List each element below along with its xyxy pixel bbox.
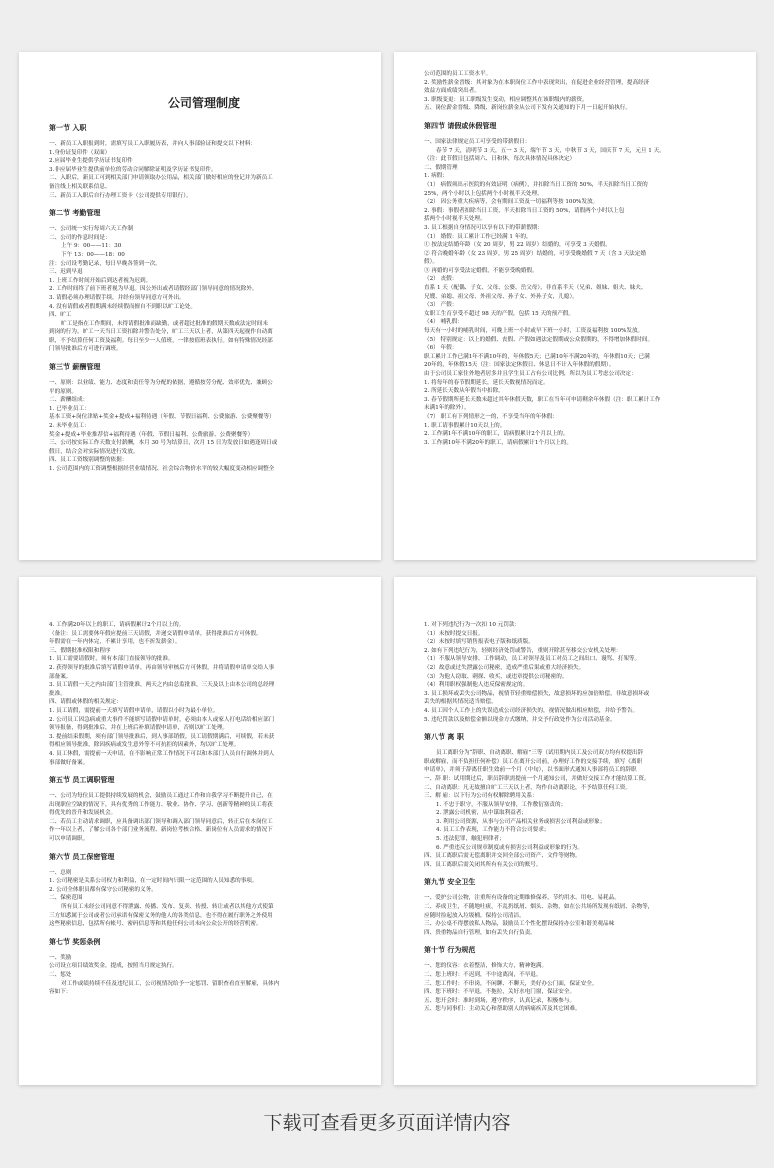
text-line: 5. 违纪罚款以及赔偿金额以现金方式缴纳，并交予行政处作为公司活动基金。	[424, 716, 616, 723]
text-line: ① 按法定结婚年龄（女 20 周岁，男 22 周岁）结婚的，可享受 3 天婚假。	[424, 242, 611, 249]
text-line: 三方知悉属于公司或者公司承诺有保密义务的他人的各类信息，也不得在履行职务之外使用	[49, 912, 273, 919]
text-line: （备注：员工需要休年假应提前三天请假，并递交请假申请单，获得批准后方可休假。	[49, 630, 262, 637]
section-heading: 第五节 员工调职管理	[49, 776, 115, 785]
text-line: 四、您下班时：不早退，不拖拉，关好水电门窗，保证安全。	[424, 989, 576, 996]
text-line: 女职工生育享受不超过 98 天的产假，包括 15 天的预产假。	[424, 310, 575, 317]
text-line: 批准。	[49, 690, 66, 697]
text-line: 25%，两个小时以上包括两个小时视半天处理。	[424, 190, 543, 197]
text-line: 假日，结合会对实际情况进行发放。	[49, 448, 139, 455]
text-line: （3） 产假：	[424, 302, 458, 309]
text-line: （6） 年假：	[424, 345, 458, 352]
text-line: 一、原则：以业绩、能力、态度和责任等为分配的依据，遵循按劳分配、效率优先、兼顾公	[49, 380, 273, 387]
text-line: 4. 员工休假，需提前一天申请，在不影响正常工作情况下可以和本部门人员自行调休并到人	[49, 750, 275, 757]
text-line: 三、您工作时：不串岗，不闲聊、不聊天，美好办公门面，保证安全。	[424, 980, 598, 987]
text-line: 1. 员工需要请假时，须有本部门直接领导的批准。	[49, 656, 174, 663]
text-line: 2. 获得领导的批准后填写请假申请单，再由领导审核后方可休假，并将请假申请单交给人事	[49, 664, 275, 671]
text-line: 3.非应届毕业生提供前单位的劳动合同解除证明及学历证书复印件。	[49, 166, 217, 173]
text-line: 2.应届毕业生提供学历证书复印件	[49, 158, 133, 165]
text-line: 可以申请调职。	[49, 836, 89, 843]
text-line: （4）利用职权强制他人违反保密规定的。	[424, 682, 529, 689]
text-line: 奖金+提成+毕业推荐信+福利待遇（年假、节假日福利、公费旅游、公费聚餐等）	[49, 431, 254, 438]
text-line: 三、迟到早退	[49, 269, 83, 276]
text-line: 二、薪酬组成：	[49, 397, 89, 404]
text-line: 4. 员工因个人工作上的失误造成公司经济损失的，视情况做出相应赔偿，并给予警告。	[424, 707, 639, 714]
text-line: 职工累计工作已满1年不满10年的，年休假5天；已满10年不满20年的，年休假10天；已满	[424, 353, 650, 360]
text-line: 1.身份证复印件（双面）	[49, 149, 111, 156]
text-line: 二、自动离职：凡无故擅自旷工三天以上者，均作自动离职论，不予结算任何工资。	[424, 784, 631, 791]
text-line: ③ 再婚的可享受法定婚假，不能享受晚婚假。	[424, 267, 538, 274]
text-line: 3. 职级变更：员工职级发生变动，相应调整其在该职级内的薪资。	[424, 96, 588, 103]
text-line: 1. 上班工作时间开始后到达者视为迟到。	[49, 277, 152, 284]
text-line: 一、公司统一实行每周六天工作制	[49, 226, 133, 233]
text-line: 四、贵重物品自行管理，如有丢失自行负责。	[424, 929, 536, 936]
document-page-2	[394, 52, 756, 560]
text-line: 注：公司设考勤记录，每日早晚各签到一次。	[49, 260, 161, 267]
text-line: （4） 哺乳假：	[424, 319, 463, 326]
text-line: 五、您开会时：准时到场，遵守秩序，认真记录，积极参与。	[424, 997, 576, 1004]
text-line: 2. 事假：事假者扣除当日工资，半天扣除当日工资的 50%，请假两个小时以上包	[424, 207, 625, 214]
section-heading: 第二节 考勤管理	[49, 209, 101, 218]
text-line: 作一年以上者，了解公司各个部门业务流程、新岗位考核合格、新岗位有人员需求的情况下	[49, 827, 273, 834]
section-heading: 第四节 请假或休假管理	[424, 121, 497, 130]
text-line: 四、员工离职后需无偿离职并交回全部公司资产、文件等财物。	[424, 853, 581, 860]
text-line: 5. 违法犯罪，触犯刑律者；	[436, 836, 505, 843]
text-line: 3. 利用公司资源，从事与公司产品相关业务或损害公司利益或形象；	[436, 818, 606, 825]
text-line: 3. 工作满10年不满20年的职工，请病假累计1个月以上的。	[424, 439, 572, 446]
text-line: 2. 工作时间终了前下班者视为早退。因公外出或者请假经部门领导同意的情况除外。	[49, 286, 258, 293]
text-line: 这些秘密信息，包括所有帐号、密码信息等和其他任何公司未向公众公开的经营机密。	[49, 921, 262, 928]
text-line: 6. 严重违反公司规章制度或有损害公司利益或形象的行为。	[436, 844, 583, 851]
text-line: 职或解雇，而不负担任何补偿）员工在离开公司前，办理好工作的交接手续，填写《离职	[424, 758, 643, 765]
download-prompt-text[interactable]: 下载可查看更多页面详情内容	[263, 1112, 511, 1134]
section-heading: 第八节 离 职	[424, 733, 464, 742]
text-line: 1. 职工请事假累计10天以上的。	[424, 422, 506, 429]
text-line: 上午 9：00——11：30	[61, 243, 122, 250]
text-line: 2. 所延长天数从年假当中扣除。	[424, 388, 504, 395]
text-line: 1. 将每年的春节假期延长，延长天数视情况而定。	[424, 379, 549, 386]
text-line: 得相应领导批准，除因疾病或发生意外等不可抗拒的因素外，均以旷工处理。	[49, 742, 240, 749]
text-line: 四、员工离职后需关闭其所有有关公司的账号。	[424, 861, 542, 868]
text-line: 四、请假或休假的相关规定：	[49, 699, 122, 706]
text-line: 3. 请假必须办理请假手续，并经有领导同意方可外出。	[49, 294, 185, 301]
text-line: 一、爱护公司公物，注重所有设备的定期维修保养，节约用水、用电、易耗品。	[424, 895, 620, 902]
text-line: 公司范围的员工工资水平。	[424, 71, 492, 77]
text-line: 事部做好备案。	[49, 759, 89, 766]
text-line: （2）故意或过失泄露公司秘密，造成严重后果或重大经济损失。	[424, 664, 585, 671]
text-line: 部备案。	[49, 673, 72, 680]
text-line: 员工离职分为“辞职、自动离职、解雇”三等（试用期内员工及公司双方均有权提出辞	[436, 750, 644, 757]
section-heading: 第一节 入职	[49, 124, 87, 132]
section-heading: 第三节 薪酬管理	[49, 363, 101, 372]
text-line: 容如下：	[49, 989, 72, 996]
text-line: 三、新员工入职后自行办理工资卡（公司提供专用银行）。	[49, 192, 192, 199]
text-line: 领导报备，得到批准后，并在上班后补填请假申请单，否则以旷工处理。	[49, 725, 229, 732]
text-line: 2. 公司全体职员都有保守公司秘密的义务。	[49, 886, 157, 893]
text-line: 2. 公司员工因急病或重大事件不能填写请假申请单时，必须由本人或家人打电话给相应部门	[49, 716, 275, 723]
text-line: 2. 奖励性薪金晋级：其对象为在本职岗位工作中表现突出，在促进企业经营管理，提高经济	[424, 79, 650, 86]
text-line: （2）未按时填写销售报表电子版和纸质版。	[424, 639, 534, 646]
text-line: 二、若员工主动请求调职，应具备调出部门领导和调入部门领导同意后，转正后在本岗位工	[49, 818, 273, 825]
text-line: 一、新员工入职报到时，需填写员工入职履历表，并向人事部验证和提交以下材料：	[49, 141, 256, 147]
document-page-4	[394, 577, 756, 1085]
text-line: 出现职位空缺的情况下，具有优秀的工作能力、敬业、协作、学习、创新等精神的员工将获	[49, 801, 273, 808]
text-line: 括两个小时视半天处理。	[424, 216, 486, 223]
text-line: 三、解 雇：以下行为公司有权解除聘用关系：	[424, 793, 538, 800]
text-line: 四、员工工资级别调整的依据：	[49, 457, 128, 464]
section-heading: 第十节 行为规范	[424, 946, 476, 955]
text-line: 假）。	[424, 259, 438, 266]
text-line: 由于公司员工家住外地者居多并且学生员工占有公司比例，所以为员工考虑公司决定：	[424, 371, 637, 377]
text-line: 四、旷工	[49, 312, 72, 319]
text-line: （注：此节假日包括周六、日和休，每次具体情况具体决定）	[424, 156, 576, 163]
text-line: （1） 病假须出示医院的有效证明（病例），并扣除当日工资的 50%，半天扣除当日工资的	[424, 181, 648, 188]
text-line: 3. 员工请假一天之内由部门主管批准，两天之内由总监批准，三天及以上由本公司的总经理	[49, 682, 275, 689]
section-heading: 第九节 安全卫生	[424, 878, 476, 887]
document-page-1	[19, 52, 381, 560]
text-line: 应随时捡起放入垃圾桶，保持公司清洁。	[424, 912, 525, 919]
text-line: （1）不服从领导安排、工作调动，员工对领导及员工对员工之间出口、谩骂、打架等。	[424, 656, 641, 663]
text-line: 1. 不忠于职守，不服从领导安排，工作敷衍塞责的；	[436, 801, 567, 808]
text-line: 基本工资+岗位津贴+奖金+提成+福利待遇（年假、节假日福利、公费旅游、公费聚餐等）	[49, 414, 275, 421]
text-line: 3. 员工损坏或丢失公司物品，视情节轻重赔偿损失，故意损坏的应加倍赔偿，非故意损坏或	[424, 690, 650, 697]
text-line: 2. 泄露公司机密，从中谋取利益者；	[436, 810, 528, 817]
text-line: 4. 工作满20年以上的职工，请病假累计2个月以上的。	[49, 622, 185, 628]
text-line: 丢失的根据其情况适当赔偿。	[424, 699, 497, 706]
text-line: 二、假期管理	[424, 164, 458, 171]
text-line: 备注线上相关联系信息。	[49, 183, 111, 190]
text-line: 一、国家法律规定员工可享受的带薪假日：	[424, 138, 531, 145]
text-line: 春节 7 天，清明节 3 天，五一 3 天，端午节 3 天，中秋节 3 天，国庆节 7 天，元旦 1 天。	[436, 147, 665, 154]
text-line: 1. 已毕业员工：	[49, 405, 90, 412]
text-line: 3. 提前结束假期，须有部门领导批准后，到人事部销假。员工请假期满后，可续假，若未获	[49, 733, 275, 740]
text-line: 五、您与同事们：主动关心和帮助别人的病痛疾苦及其它困难。	[424, 1006, 581, 1013]
text-line: 二、保密范围	[49, 895, 83, 902]
text-line: 一、辞 职：试用期过后，职员辞职需提前一个月通知公司，并做好交接工作才能结算工资。	[424, 775, 650, 782]
text-line: 二、公司的作息时间是：	[49, 234, 111, 241]
text-line: ② 符合晚婚年龄（女 23 周岁，男 25 周岁）结婚的，可享受晚婚假 7 天（含 3 天法定婚	[424, 250, 646, 257]
text-line: 平的原则。	[49, 388, 77, 395]
text-line: 1. 公司范围内的工资调整根据经营业绩情况、社会综合物价水平的较大幅度变动相应调整全	[49, 466, 275, 472]
text-line: 下午 13：00——18：00	[61, 251, 125, 258]
text-line: 20年的，年休假15天（注：国家法定休假日、休息日不计入年休假的假期）。	[424, 362, 615, 369]
text-line: 得优先的晋升和发展机会。	[49, 810, 117, 817]
text-line: 年假需在一年内休完，不累计享用，也不折发薪金）。	[49, 639, 181, 646]
document-page-3	[19, 577, 381, 1085]
text-line: 门领导批准后方可进行调班。	[49, 346, 122, 353]
text-line: 三、办公桌不得摆放私人物品，鼓励员工个性化摆设保持办公室和谐美观品味	[424, 921, 615, 928]
text-line: （1）未按时提交日报。	[424, 630, 484, 637]
text-line: 一、奖励	[49, 954, 72, 961]
text-line: 未满1年的除外）。	[424, 405, 470, 412]
text-line: 3. 春节假期所延长天数未超过其年休假天数，职工在当年可申请剩余年休假（注：职工累计工作	[424, 396, 661, 403]
text-line: 到岗的行为。旷工一天当日工资扣除并警告处分，旷工三天以上者，从第四天起视作自动离	[49, 329, 273, 336]
text-line: 对工作或绩持续不佳及违纪员工，公司视情况给予一定惩罚、留职查看直至解雇，具体内	[61, 980, 280, 987]
text-line: （2） 丧假：	[424, 276, 458, 283]
text-line: 职，不予结算任何工资及福利。每日至少一人值班，一律按值班表执行。如有特殊情况经部	[49, 337, 273, 344]
text-line: （2） 因公务重大疾病等，会有期间工资及一切福利等按 100%发放。	[424, 199, 599, 206]
text-line: 4. 没有请假或者假期满未经续假而擅自不到职以旷工论处。	[49, 303, 196, 310]
text-line: 二、惩处	[49, 972, 72, 978]
text-line: 2. 如有下列违纪行为，轻则经济处罚或警告，重则开除甚至移交公安机关处理：	[424, 647, 622, 654]
section-heading: 第七节 奖惩条例	[49, 937, 101, 946]
text-line: （3）为他人窃取、刺探、收买、或违章提供公司秘密的。	[424, 673, 568, 680]
text-line: 每天有一小时的哺乳时间，可晚上班一小时或早下班一小时，工资及福利按 100%发放。	[424, 328, 644, 335]
text-line: 3. 员工根据自身情况可以享有以下的带薪假期：	[424, 224, 543, 231]
text-line: 申请单》，并须于辞离任职生效前一个月（中旬），以书面形式通知人事部将员工的辞职	[424, 767, 637, 774]
text-line: 1. 病假：	[424, 173, 448, 180]
text-line: 效益方面成绩突出者。	[424, 88, 480, 95]
text-line: 公司设立项目绩效奖金，提成，按照当月规定执行。	[49, 963, 178, 970]
text-line: 4. 员工工作表现，工作能力不符合公司要求；	[436, 827, 550, 834]
text-line: 二、养成卫生，不随地吐痰，不乱扔纸屑、烟头、杂物，如在公共场所发现有纸屑、杂物等，	[424, 904, 654, 911]
text-line: 2. 未毕业员工：	[49, 423, 90, 430]
text-line: （1） 婚假：员工累计工作已经满 1 年的，	[424, 233, 532, 240]
text-line: （5） 特别规定：以上的婚假、丧假、产假如遇法定假期或公众假期的，不得增加休假时间。	[424, 336, 654, 343]
text-line: 2. 工作满1年不满10年的职工，请病假累计2个月以上的。	[424, 431, 569, 438]
text-line: （7） 职工有下列情形之一的，不享受当年的年休假：	[424, 413, 558, 420]
section-heading: 第六节 员工保密管理	[49, 852, 115, 861]
text-line: 三、公司按实际工作天数支付薪酬，本月 30 号为结算日，次月 15 日为发放日如遇逢周日或	[49, 440, 278, 447]
text-line: 1. 员工请假，需提前一天填写请假申请单，请假以小时为最小单位。	[49, 707, 219, 714]
document-title: 公司管理制度	[167, 96, 240, 110]
text-line: 一、您的仪容：衣着整洁，修饰大方，精神饱满。	[424, 963, 548, 970]
text-line: 二、您上班时：不迟到，不中途离岗，不早退。	[424, 972, 542, 978]
text-line: 三、假期批准权限和程序	[49, 647, 111, 654]
text-line: 所有员工未经公司同意不得泄露、传播、发布、复卖、传授、转让或者以其他方式使第	[61, 904, 274, 911]
text-line: 一、公司为每位员工提供持续发展的机会，鼓励员工通过工作和自我学习不断提升自己，在	[49, 793, 273, 800]
text-line: 兄嫂、弟媳、祖父母、外祖父母、孙子女、外孙子女，儿媳）。	[424, 293, 578, 300]
text-line: 旷工是指在工作期间，未得请假批准而缺勤，或者超过批准的假期天数或法定时间未	[61, 320, 268, 327]
text-line: 1. 公司秘密是关系公司权力和利益，在一定时间内只限一定范围的人员知悉的事项。	[49, 878, 258, 885]
text-line: 二、入职后，新员工可到相关部门申请领取办公用品，相关部门做好相应的登记并为新员工	[49, 175, 273, 182]
text-line: 1. 对下列违纪行为一次扣 10 元罚款：	[424, 622, 521, 628]
text-line: 五、岗位薪金晋级、降级、新岗位薪金从公司下发有关通知的下月一日起开始执行。	[424, 105, 631, 112]
text-line: 直系 1 天（配偶、子女、父母、公婆、岳父母），非直系半天（兄弟、姐妹、姐夫、妹夫、	[424, 285, 647, 292]
text-line: 一、总则	[49, 869, 72, 876]
